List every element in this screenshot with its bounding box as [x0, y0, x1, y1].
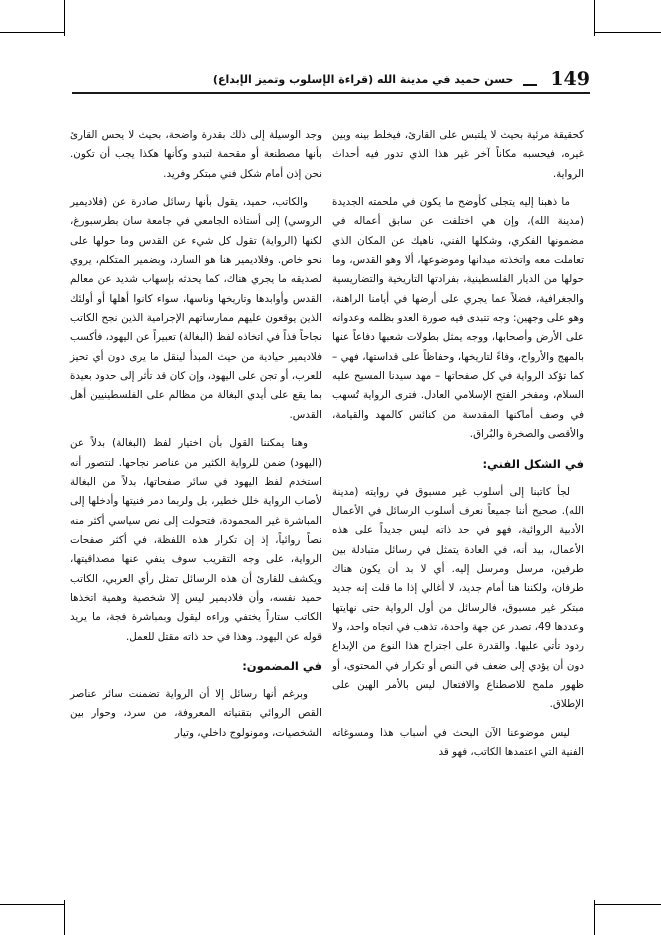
paragraph: وجد الوسيلة إلى ذلك بقدرة واضحة، بحيث لا يحس القارئ بأنها مصطنعة أو مقحمة لتبدو وكأنها هكذا يجب أن تكون. نحن إذن أمام شكل فني مبتكر وفريد.	[70, 129, 322, 180]
page-number: 149	[550, 68, 590, 90]
running-header	[72, 66, 590, 94]
crop-mark	[0, 32, 64, 33]
crop-mark	[0, 904, 64, 905]
crop-mark	[64, 900, 65, 935]
section-heading-artistic-form: في الشكل الفني:	[482, 456, 584, 471]
paragraph: والكاتب، حميد، يقول بأنها رسائل صادرة عن (فلاديمير الروسي) إلى أستاذه الجامعي في جامعة سان بطرسبورغ، لكنها (الرواية) تقول كل شيء عن القدس وما حولها على نحو خاص. وفلاديمير هنا هو السارد، وبضمير المتكلم، يروي لصديقه ما يجري هناك، كما يحدثه بإسهاب شديد عن معالم القدس وأوابدها وتاريخها وناسها، سواء كانوا أهلها أو أولئك الذين يوقعون عليهم ممارساتهم الإجرامية الذين نجح الكاتب نجاحاً فذاً في اتخاذه لفظ (البغالة) تعبيراً عن اليهود، فأكسب فلاديمير حيادية من حيث المبدأ لينقل ما يرى دون أي تحيز للعرب، أو تجن على اليهود، وإن كان قد تأثر إلى حدود بعيدة بما يقع على أيدي البغالة من مظالم على الفلسطينيين أهل القدس.	[70, 196, 322, 421]
paragraph: ليس موضوعنا الآن البحث في أسباب هذا ومسوغاته الفنية التي اعتمدها الكاتب، فهو قد	[332, 726, 584, 758]
paragraph: كحقيقة مرئية بحيث لا يلتبس على القارئ، فيخلط بينه وبين غيره، فيحسبه مكاناً آخر غير هذا الذي تدور فيه أحداث الرواية.	[332, 129, 584, 180]
crop-mark	[594, 0, 595, 36]
left-column	[70, 126, 322, 743]
paragraph: لجأ كاتبنا إلى أسلوب غير مسبوق في روايته (مدينة الله). صحيح أننا جميعاً نعرف أسلوب الرسائل في الأعمال الأدبية الروائية، فهو في حد ذاته ليس جديداً على هذه الأعمال، بيد أنه، في العادة يتمثل في رسائل متبادلة بين طرفين، مرسل ومرسل إليه. أي لا بد أن يكون هناك طرفان، ولكننا هنا أمام جديد، لا أغالي إذا ما قلت إنه جديد مبتكر غير مسبوق، فالرسائل من أول الرواية حتى نهايتها وعددها 49، تصدر عن جهة واحدة، تذهب في اتجاه واحد، ولا ردود تأتي عليها. والقدرة على اجتراح هذا النوع من الإبداع دون أن يؤدي إلى ضعف في النص أو تكرار في المحتوى، أو ظهور ملمح للاصطناع والافتعال ليس بالأمر الهين على الإطلاق.	[332, 485, 584, 711]
paragraph: وهنا يمكننا القول بأن اختيار لفظ (البغالة) بدلاً عن (اليهود) ضمن للرواية الكثير من عناصر نجاحها. لنتصور أنه استخدم لفظ اليهود في سائر صفحاتها، بدلاً من البغالة لأصاب الرواية خلل خطير، بل ولربما دمر فنيتها وأدخلها إلى المباشرة غير المحمودة، فتحولت إلى نص سياسي أكثر منه نصاً روائياً، إذ إن تكرار هذه اللفظة، في أكثر صفحات الرواية، على وجه التقريب سوف ينفي عنها مصداقيتها، ويكشف للقارئ أن هذه الرسائل تمثل رأي العربي، الكاتب حميد نفسه، وأن فلاديمير ليس إلا شخصية وهمية اتخذها الكاتب ستاراً يختفي وراءه ليقول وبمباشرة فجة، ما يريد قوله عن اليهود. وهذا في حد ذاته مقتل للعمل.	[70, 437, 322, 643]
header-separator	[523, 84, 537, 86]
running-header-title: حسن حميد في مدينة الله (قراءة الإسلوب وتميز الإبداع)	[212, 73, 514, 86]
crop-mark	[595, 904, 661, 905]
crop-mark	[594, 900, 595, 935]
paragraph: وبرغم أنها رسائل إلا أن الرواية تضمنت سائر عناصر القص الروائي بتقنياته المعروفة، من سرد، وحوار بين الشخصيات، ومونولوج داخلي، وتيار	[70, 687, 322, 739]
right-column	[332, 126, 584, 762]
crop-mark	[64, 0, 65, 36]
paragraph: ما ذهبنا إليه يتجلى كأوضح ما يكون في ملحمته الجديدة (مدينة الله)، وإن هي اختلفت عن سابق أعماله في مضمونها الفكري، وشكلها الفني، ناهيك عن المكان الذي تعاملت معه واتخذته ميدانها وموضوعها، ألا وهو القدس، وما حولها من الديار الفلسطينية، بفرادتها التاريخية والتضاريسية والجغرافية، فضلاً عما يجري على أرضها في أيامنا الراهنة، وهو على وجهين: وجه تتبدى فيه صورة العدو بظلمه وعدوانه على الأرض وأصحابها، ووجه يمثل بطولات شعبها دفاعاً عنها بالمهج والأرواح، وفاءً لتاريخها، وحفاظاً على قداستها، فهي – كما تؤكد الرواية في كل صفحاتها – مهد سيدنا المسيح عليه السلام، ومفخر الفتح الإسلامي العادل. فترى الرواية تُسهب في وصف أماكنها المقدسة من كنائس كالمهد والقيامة، والأقصى والصخرة والبُراق.	[332, 196, 584, 441]
section-heading-content: في المضمون:	[242, 658, 322, 673]
crop-mark	[595, 32, 661, 33]
